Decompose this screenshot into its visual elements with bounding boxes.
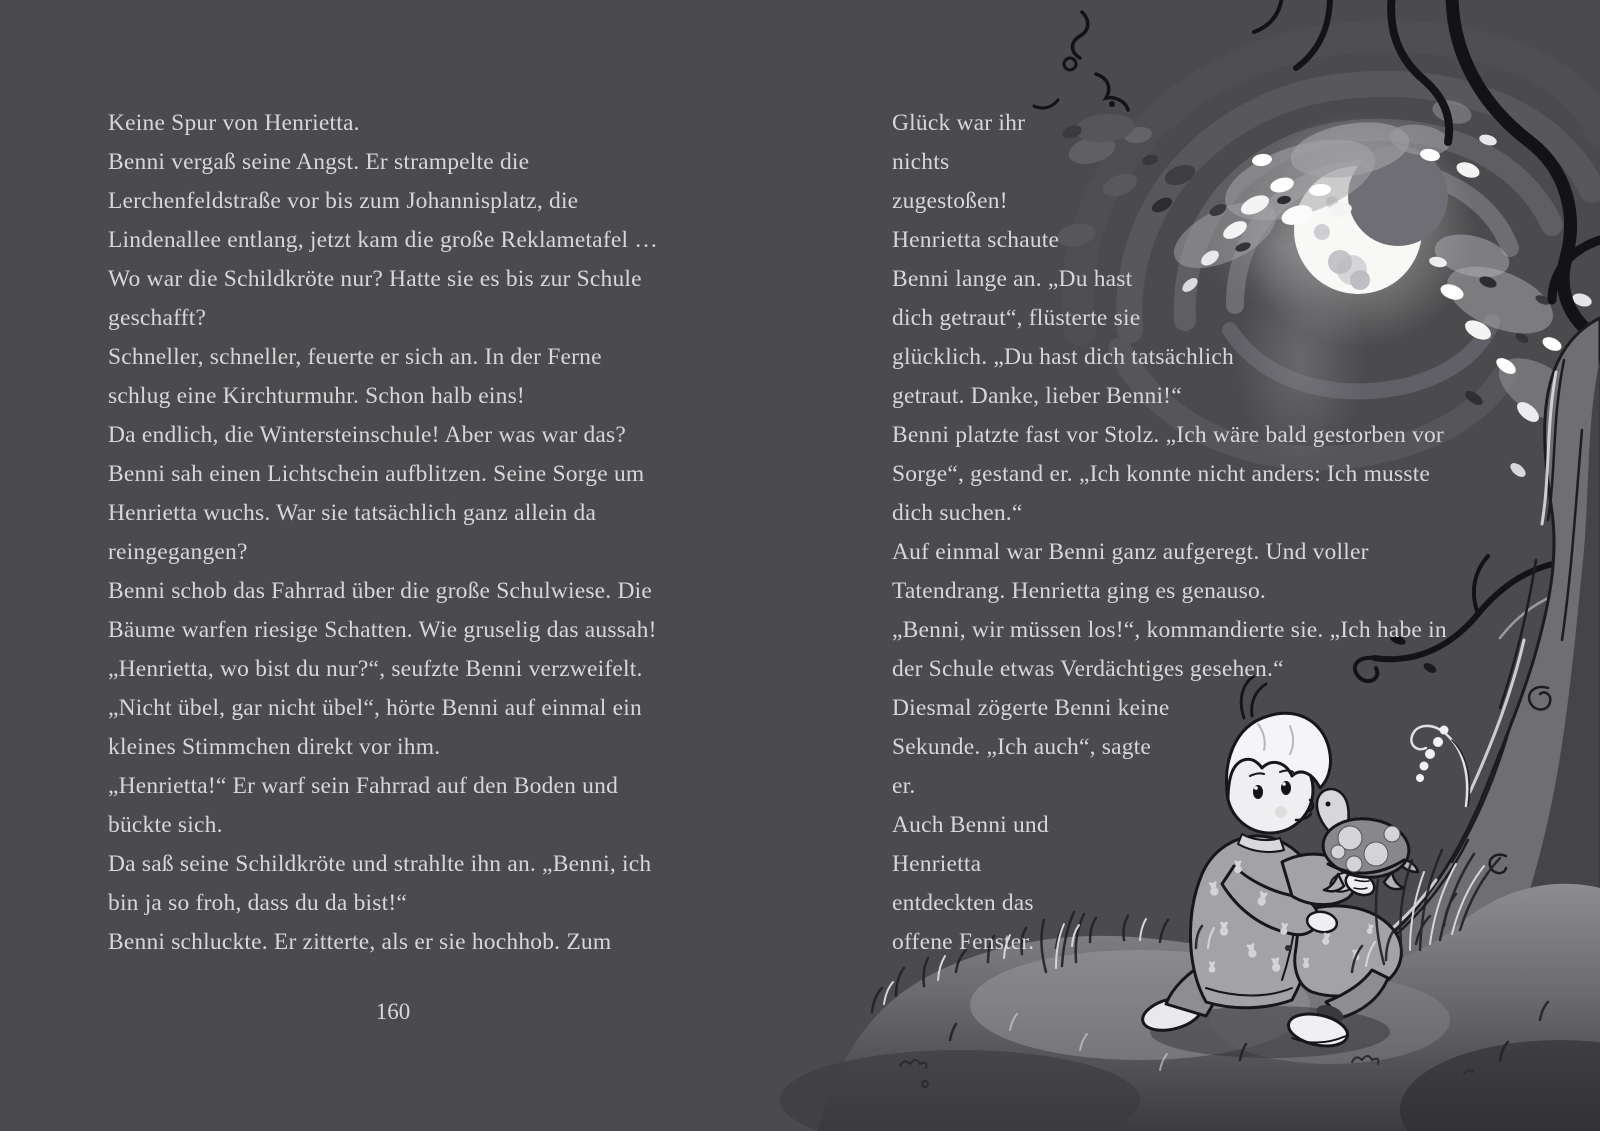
text-line: glücklich. „Du hast dich tatsächlich bbox=[892, 344, 1234, 370]
text-line: Tatendrang. Henrietta ging es genauso. bbox=[892, 578, 1266, 604]
text-line: bin ja so froh, dass du da bist!“ bbox=[108, 890, 407, 916]
text-line: Auf einmal war Benni ganz aufgeregt. Und voller bbox=[892, 539, 1369, 565]
text-line: Da saß seine Schildkröte und strahlte ihn an. „Benni, ich bbox=[108, 851, 652, 877]
text-line: Lerchenfeldstraße vor bis zum Johannisplatz, die bbox=[108, 188, 579, 214]
text-line: Schneller, schneller, feuerte er sich an. In der Ferne bbox=[108, 344, 602, 370]
text-line: entdeckten das bbox=[892, 890, 1034, 916]
text-line: nichts bbox=[892, 149, 950, 175]
right-page-text bbox=[892, 104, 1492, 962]
text-line: Da endlich, die Wintersteinschule! Aber was war das? bbox=[108, 422, 627, 448]
text-line: Henrietta wuchs. War sie tatsächlich ganz allein da bbox=[108, 500, 597, 526]
left-page-text bbox=[108, 104, 708, 962]
text-line: Benni schob das Fahrrad über die große Schulwiese. Die bbox=[108, 578, 652, 604]
text-line: reingegangen? bbox=[108, 539, 248, 565]
text-line: dich suchen.“ bbox=[892, 500, 1023, 526]
text-line: Benni schluckte. Er zitterte, als er sie hochhob. Zum bbox=[108, 929, 612, 955]
text-line: Sorge“, gestand er. „Ich konnte nicht anders: Ich musste bbox=[892, 461, 1431, 487]
text-line: Glück war ihr bbox=[892, 110, 1026, 136]
text-line: schlug eine Kirchturmuhr. Schon halb eins! bbox=[108, 383, 525, 409]
text-line: der Schule etwas Verdächtiges gesehen.“ bbox=[892, 656, 1284, 682]
text-line: Benni sah einen Lichtschein aufblitzen. Seine Sorge um bbox=[108, 461, 645, 487]
text-line: Sekunde. „Ich auch“, sagte bbox=[892, 734, 1152, 760]
text-line: „Nicht übel, gar nicht übel“, hörte Benni auf einmal ein bbox=[108, 695, 642, 721]
text-line: getraut. Danke, lieber Benni!“ bbox=[892, 383, 1182, 409]
text-line: Henrietta schaute bbox=[892, 227, 1060, 253]
text-line: „Henrietta!“ Er warf sein Fahrrad auf den Boden und bbox=[108, 773, 619, 799]
text-line: Diesmal zögerte Benni keine bbox=[892, 695, 1170, 721]
text-line: dich getraut“, flüsterte sie bbox=[892, 305, 1141, 331]
text-line: Auch Benni und bbox=[892, 812, 1049, 838]
text-line: zugestoßen! bbox=[892, 188, 1008, 214]
text-line: Bäume warfen riesige Schatten. Wie gruselig das aussah! bbox=[108, 617, 657, 643]
left-page-number: 160 bbox=[375, 999, 411, 1024]
text-line: Lindenallee entlang, jetzt kam die große Reklametafel … bbox=[108, 227, 658, 253]
text-line: Benni vergaß seine Angst. Er strampelte die bbox=[108, 149, 530, 175]
text-line: kleines Stimmchen direkt vor ihm. bbox=[108, 734, 441, 760]
text-line: Henrietta bbox=[892, 851, 982, 877]
text-line: bückte sich. bbox=[108, 812, 223, 838]
text-line: Keine Spur von Henrietta. bbox=[108, 110, 360, 136]
text-line: Benni platzte fast vor Stolz. „Ich wäre bald gestorben vor bbox=[892, 422, 1444, 448]
text-line: offene Fenster. bbox=[892, 929, 1035, 955]
text-line: „Benni, wir müssen los!“, kommandierte sie. „Ich habe in bbox=[892, 617, 1447, 643]
text-line: Wo war die Schildkröte nur? Hatte sie es bis zur Schule bbox=[108, 266, 642, 292]
text-line: geschafft? bbox=[108, 305, 207, 331]
text-line: er. bbox=[892, 773, 916, 799]
text-line: Benni lange an. „Du hast bbox=[892, 266, 1133, 292]
text-line: „Henrietta, wo bist du nur?“, seufzte Benni verzweifelt. bbox=[108, 656, 643, 682]
